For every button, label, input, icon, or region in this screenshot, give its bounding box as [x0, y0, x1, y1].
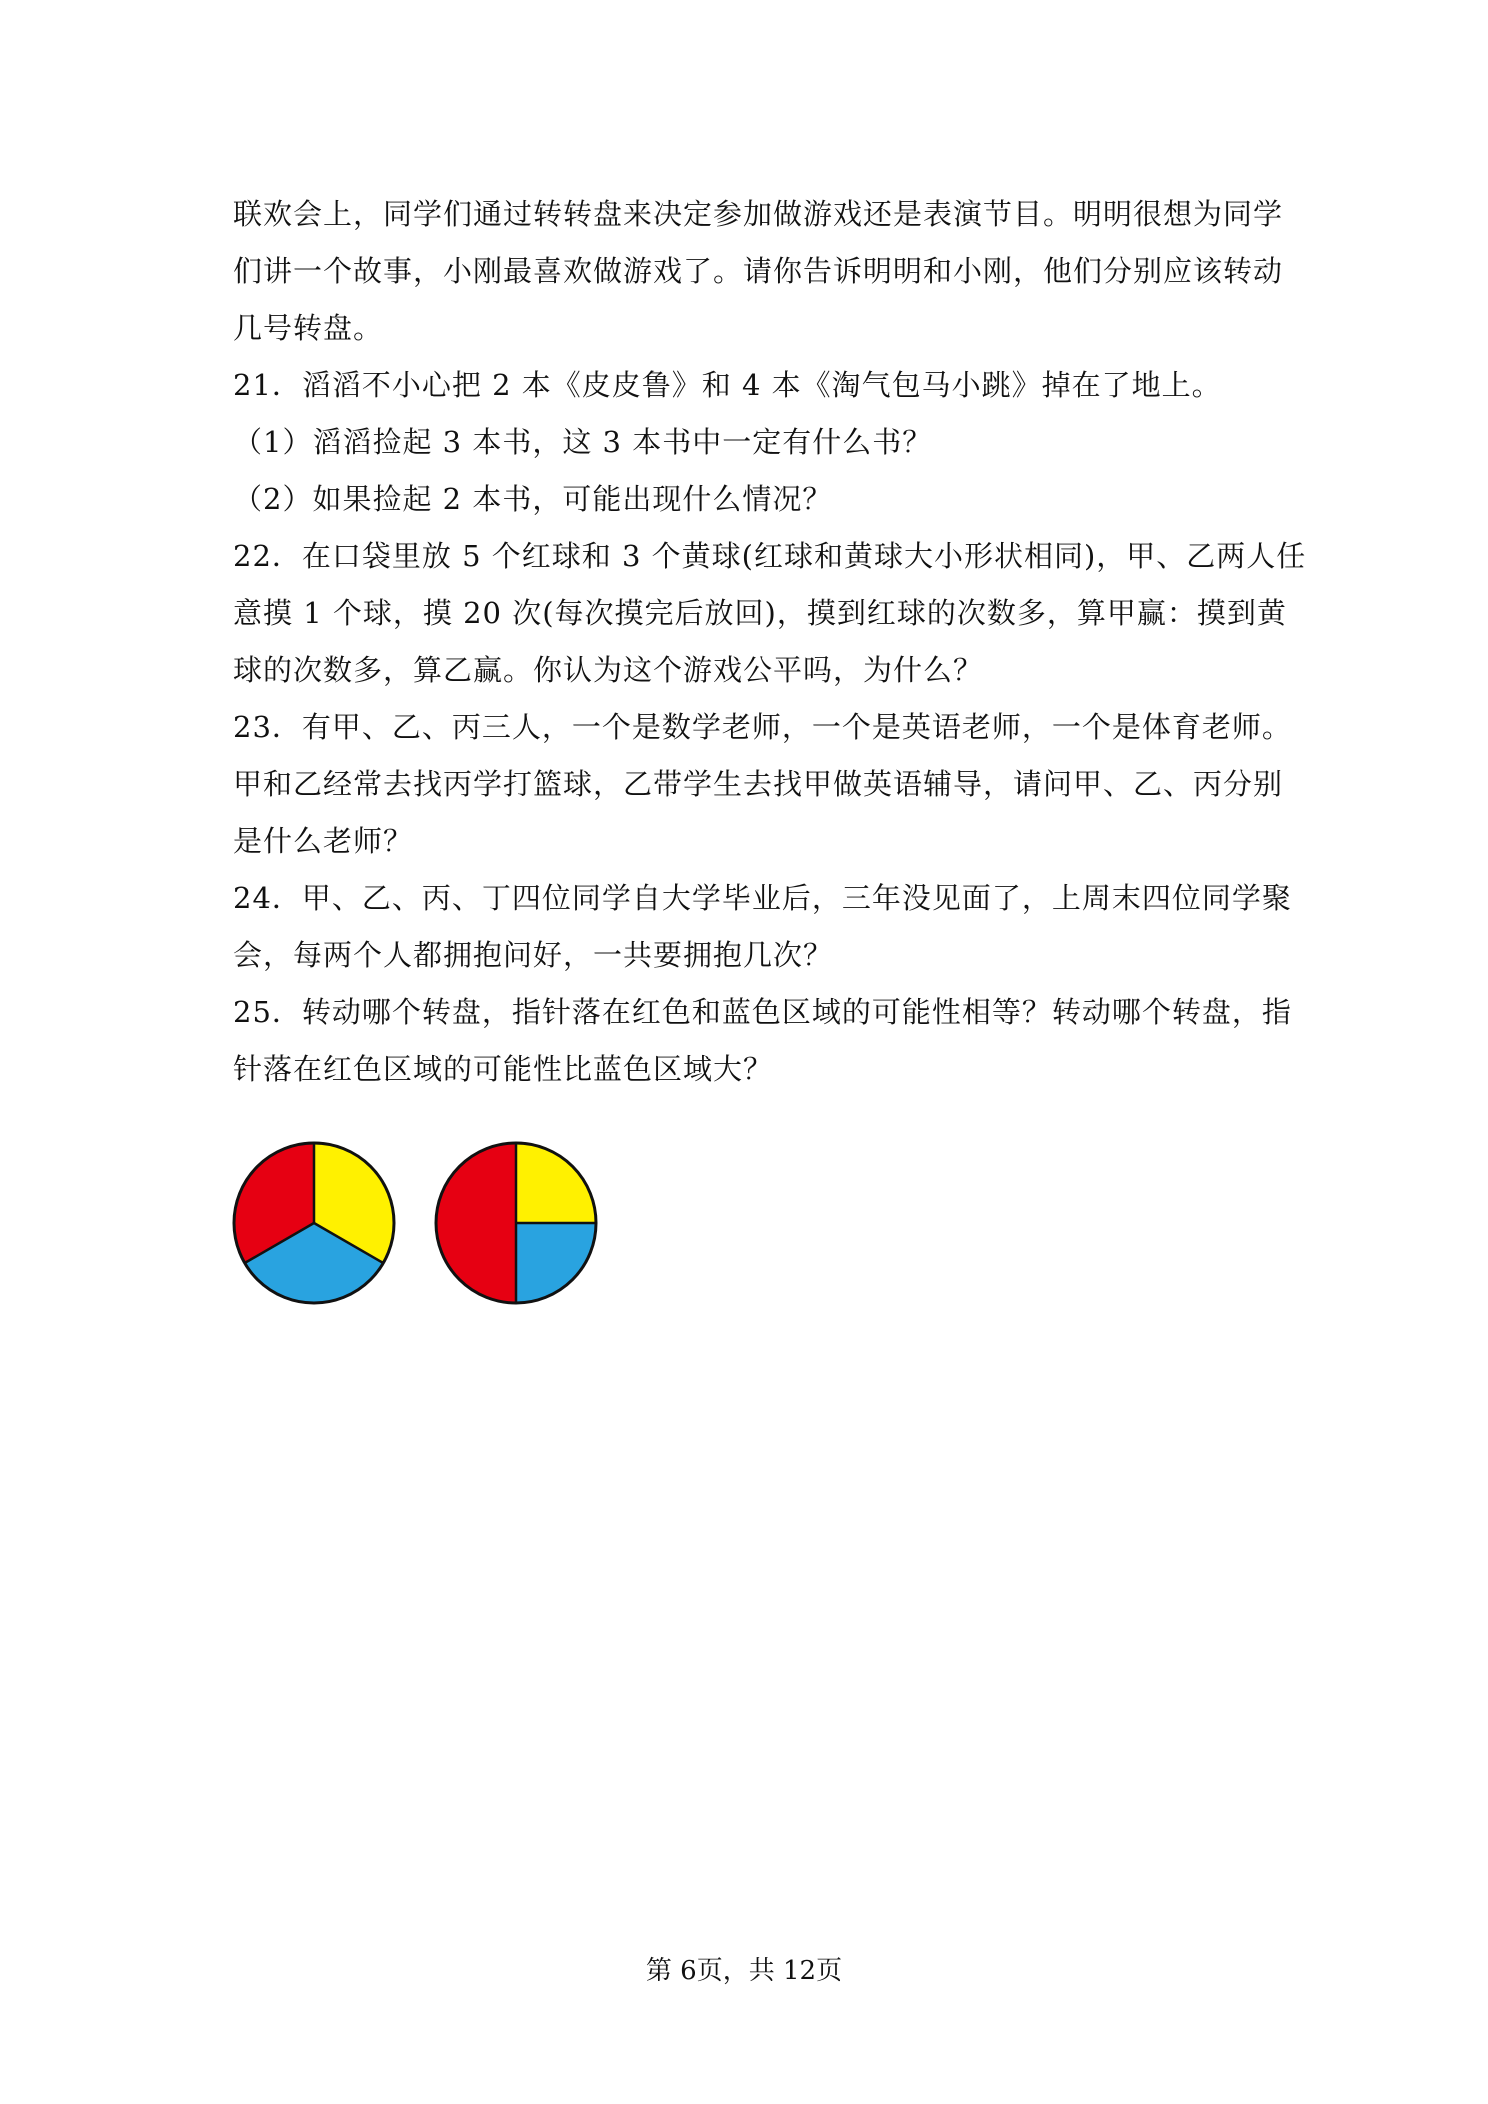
text-line: 意摸 1 个球，摸 20 次(每次摸完后放回)，摸到红球的次数多，算甲赢：摸到黄: [233, 596, 1287, 630]
text-line: 几号转盘。: [233, 311, 384, 345]
text-line: 会，每两个人都拥抱问好，一共要拥抱几次？: [233, 938, 834, 972]
text-line: 针落在红色区域的可能性比蓝色区域大？: [233, 1052, 774, 1086]
spinner-1: [229, 1138, 399, 1308]
question-23: 23．有甲、乙、丙三人，一个是数学老师，一个是英语老师，一个是体育老师。: [233, 710, 1292, 744]
text-line: 们讲一个故事，小刚最喜欢做游戏了。请你告诉明明和小刚，他们分别应该转动: [233, 254, 1284, 288]
text-line: 联欢会上，同学们通过转转盘来决定参加做游戏还是表演节目。明明很想为同学: [233, 197, 1284, 231]
page-footer: 第 6页，共 12页: [645, 1956, 843, 1986]
question-21-part-2: （2）如果捡起 2 本书，可能出现什么情况？: [233, 482, 833, 516]
question-21: 21．滔滔不小心把 2 本《皮皮鲁》和 4 本《淘气包马小跳》掉在了地上。: [233, 368, 1222, 402]
spinner-2-red-sector: [436, 1143, 516, 1303]
text-line: 球的次数多，算乙赢。你认为这个游戏公平吗，为什么？: [233, 653, 984, 687]
question-21-part-1: （1）滔滔捡起 3 本书，这 3 本书中一定有什么书？: [233, 425, 933, 459]
text-line: 是什么老师？: [233, 824, 414, 858]
question-22: 22．在口袋里放 5 个红球和 3 个黄球(红球和黄球大小形状相同)，甲、乙两人任: [233, 539, 1307, 573]
text-line: 甲和乙经常去找丙学打篮球，乙带学生去找甲做英语辅导，请问甲、乙、丙分别: [233, 767, 1284, 801]
question-25: 25．转动哪个转盘，指针落在红色和蓝色区域的可能性相等？转动哪个转盘，指: [233, 995, 1292, 1029]
question-text: [233, 186, 1307, 1098]
spinner-figures: [229, 1138, 609, 1313]
spinner-2: [431, 1138, 601, 1308]
question-24: 24．甲、乙、丙、丁四位同学自大学毕业后，三年没见面了，上周末四位同学聚: [233, 881, 1292, 915]
